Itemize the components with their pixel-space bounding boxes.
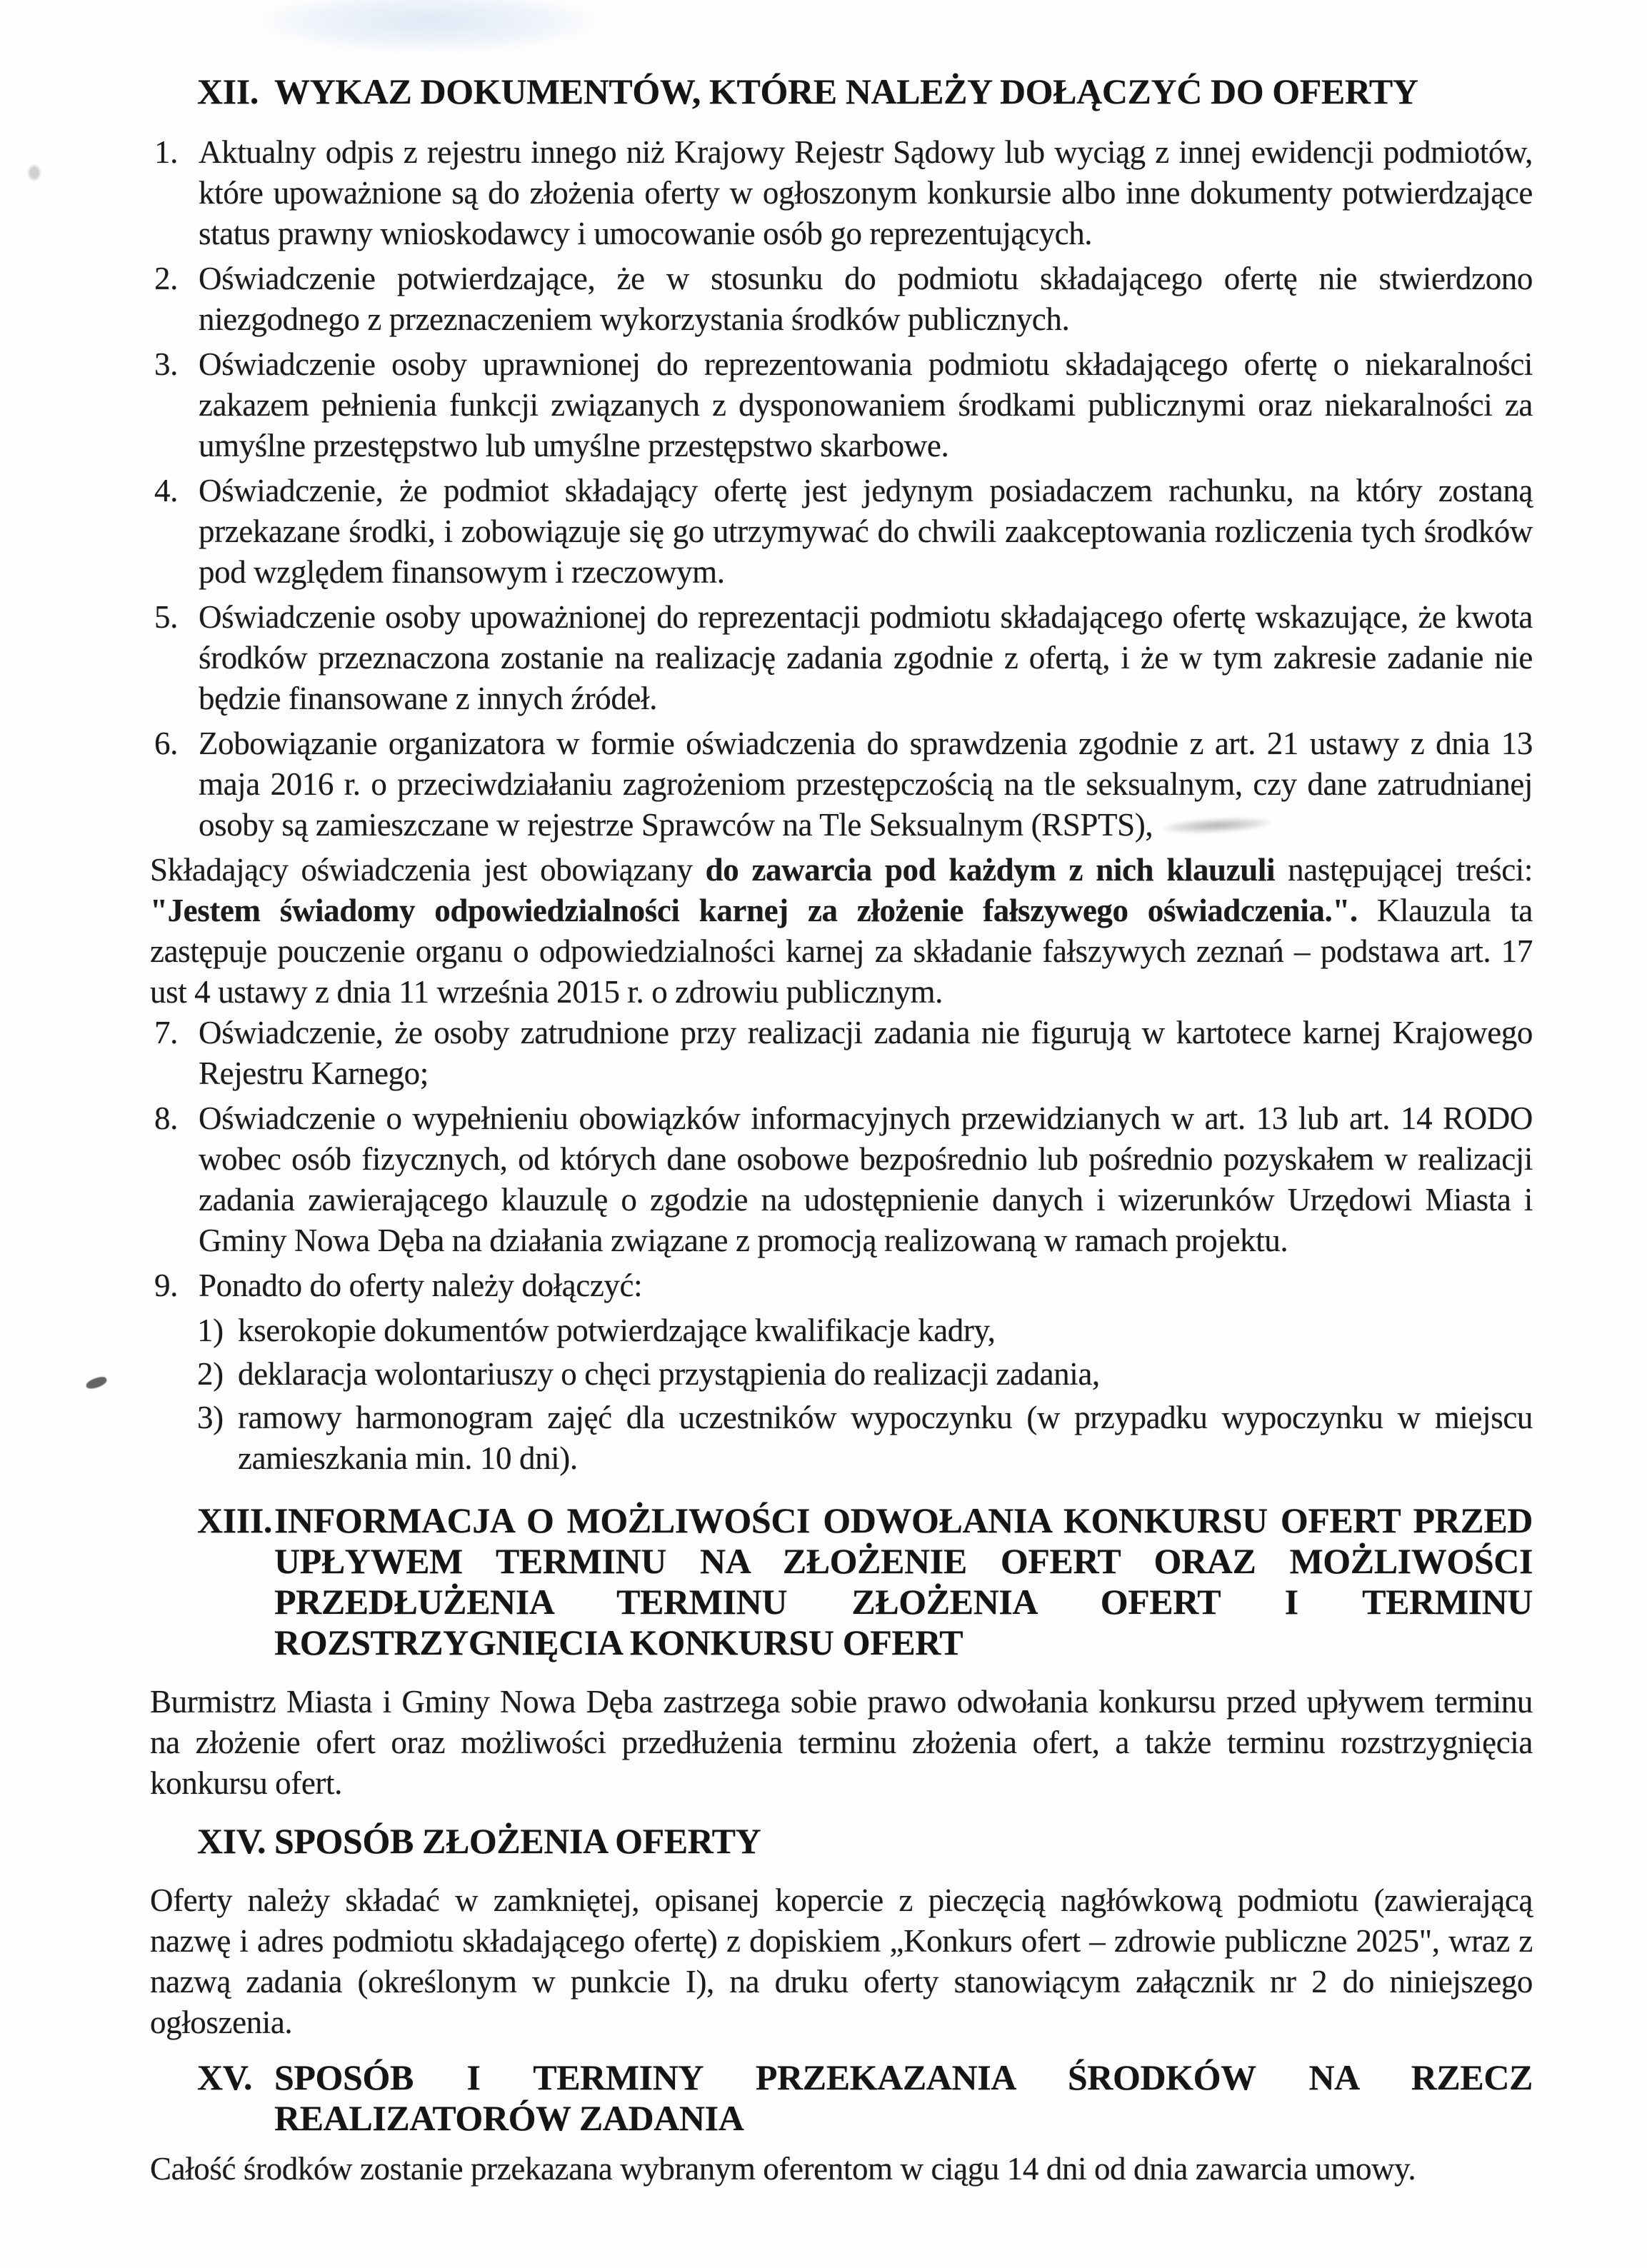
section-xiv-body: Oferty należy składać w zamkniętej, opisanej kopercie z pieczęcią nagłówkową podmiotu (zawierającą nazwę i adres podmiotu składającego ofertę) z dopiskiem „Konkurs ofert – zdrowie publiczne 2025", wraz z nazwą zadania (określonym w punkcie I), na druku oferty stanowiącym załącznik nr 2 do niniejszego ogłoszenia. [150,1882,1533,2040]
clause-bold-requirement: do zawarcia pod każdym z nich klauzuli [705,852,1276,888]
document-content [150,71,1533,2189]
section-title: SPOSÓB ZŁOŻENIA OFERTY [274,1821,761,1861]
section-xv-body: Całość środków zostanie przekazana wybranym oferentom w ciągu 14 dni od dnia zawarcia umowy. [150,2151,1416,2187]
clause-lead: Składający oświadczenia jest obowiązany [150,852,706,888]
section-title: WYKAZ DOKUMENTÓW, KTÓRE NALEŻY DOŁĄCZYĆ DO OFERTY [274,71,1418,111]
list-item-9 [150,1265,1533,1306]
list-marker: 5. [154,599,178,635]
section-number: XII. [197,71,259,111]
list-marker: 7. [154,1015,178,1050]
list-item-text: Ponadto do oferty należy dołączyć: [199,1268,643,1303]
clause-mid: następującej treści: [1275,852,1533,888]
list-item-text: Aktualny odpis z rejestru innego niż Krajowy Rejestr Sądowy lub wyciąg z innej ewidencji podmiotów, które upoważnione są do złożenia oferty w ogłoszonym konkursie albo inne dokumenty potwierdzające status prawny wnioskodawcy i umocowanie osób go reprezentujących. [199,134,1533,251]
penal-clause-paragraph [150,850,1533,1013]
sub-item-text: ramowy harmonogram zajęć dla uczestników wypoczynku (w przypadku wypoczynku w miejscu zamieszkania min. 10 dni). [238,1400,1533,1476]
list-marker: 2. [154,261,178,296]
sub-marker: 3) [197,1400,224,1435]
list-item-text: Oświadczenie, że osoby zatrudnione przy realizacji zadania nie figurują w kartotece karnej Krajowego Rejestru Karnego; [199,1015,1533,1091]
scan-smudge-top [257,0,600,53]
list-item-8 [150,1098,1533,1261]
list-marker: 1. [154,134,178,170]
scan-ink-speck-faint [29,166,40,180]
list-item-5 [150,597,1533,719]
section-title: INFORMACJA O MOŻLIWOŚCI ODWOŁANIA KONKURSU OFERT PRZED UPŁYWEM TERMINU NA ZŁOŻENIE OFERT ORAZ MOŻLIWOŚCI PRZEDŁUŻENIA TERMINU ZŁOŻENIA OFERT I TERMINU ROZSTRZYGNIĘCIA KONKURSU OFERT [274,1500,1533,1662]
scan-ink-speck [85,1375,109,1391]
sub-marker: 1) [197,1313,224,1348]
list-item-text: Oświadczenie osoby uprawnionej do reprezentowania podmiotu składającego ofertę o niekaralności zakazem pełnienia funkcji związanych z dysponowaniem środkami publicznymi oraz niekaralności za umyślne przestępstwo lub umyślne przestępstwo skarbowe. [199,346,1533,463]
list-item-text: Oświadczenie osoby upoważnionej do reprezentacji podmiotu składającego ofertę wskazujące, że kwota środków przeznaczona zostanie na realizację zadania zgodnie z ofertą, i że w tym zakresie zadanie nie będzie finansowane z innych źródeł. [199,599,1533,716]
numbered-list-7-9 [150,1013,1533,1306]
sub-item-3 [197,1398,1533,1479]
list-item-text: Zobowiązanie organizatora w formie oświadczenia do sprawdzenia zgodnie z art. 21 ustawy z dnia 13 maja 2016 r. o przeciwdziałaniu zagrożeniom przestępczością na tle seksualnym, czy dane zatrudnianej osoby są zamieszczane w rejestrze Sprawców na Tle Seksualnym (RSPTS), [199,726,1533,843]
section-heading-xv [197,2057,1533,2139]
list-item-2 [150,259,1533,340]
list-marker: 9. [154,1268,178,1303]
sub-item-2 [197,1354,1533,1395]
section-number: XV. [197,2057,253,2097]
list-item-text: Oświadczenie, że podmiot składający ofertę jest jedynym posiadaczem rachunku, na który zostaną przekazane środki, i zobowiązuje się go utrzymywać do chwili zaakceptowania rozliczenia tych środków pod względem finansowym i rzeczowym. [199,473,1533,590]
sub-item-text: deklaracja wolontariuszy o chęci przystąpienia do realizacji zadania, [238,1356,1100,1392]
sub-item-text: kserokopie dokumentów potwierdzające kwalifikacje kadry, [238,1313,996,1348]
section-number: XIII. [197,1500,272,1540]
list-item-text: Oświadczenie o wypełnieniu obowiązków informacyjnych przewidzianych w art. 13 lub art. 14 RODO wobec osób fizycznych, od których dane osobowe bezpośrednio lub pośrednio pozyskałem w realizacji zadania zawierającego klauzulę o zgodzie na udostępnienie danych i wizerunków Urzędowi Miasta i Gminy Nowa Dęba na działania związane z promocją realizowaną w ramach projektu. [199,1100,1533,1258]
list-item-4 [150,471,1533,593]
list-item-text: Oświadczenie potwierdzające, że w stosunku do podmiotu składającego ofertę nie stwierdzono niezgodnego z przeznaczeniem wykorzystania środków publicznych. [199,261,1533,337]
list-item-1 [150,132,1533,254]
clause-bold-statement: "Jestem świadomy odpowiedzialności karnej za złożenie fałszywego oświadczenia.". [150,893,1358,928]
sub-marker: 2) [197,1356,224,1392]
clause-tail: Klauzula ta zastępuje pouczenie organu o odpowiedzialności karnej za składanie fałszywych zeznań – podstawa art. 17 ust 4 ustawy z dnia 11 września 2015 r. o zdrowiu publicznym. [150,893,1533,1010]
list-item-6 [150,723,1533,846]
numbered-list-1-6 [150,132,1533,846]
section-number: XIV. [197,1821,266,1861]
list-marker: 6. [154,726,178,761]
list-marker: 3. [154,346,178,382]
section-xiii-body: Burmistrz Miasta i Gminy Nowa Dęba zastrzega sobie prawo odwołania konkursu przed upływem terminu na złożenie ofert oraz możliwości przedłużenia terminu złożenia ofert, a także terminu rozstrzygnięcia konkursu ofert. [150,1684,1533,1801]
list-item-7 [150,1013,1533,1094]
list-marker: 8. [154,1100,178,1136]
section-heading-xiv [197,1821,1533,1862]
section-title: SPOSÓB I TERMINY PRZEKAZANIA ŚRODKÓW NA RZECZ REALIZATORÓW ZADANIA [274,2057,1533,2138]
section-heading-xiii [197,1500,1533,1663]
list-item-3 [150,344,1533,466]
list-marker: 4. [154,473,178,508]
sub-item-1 [197,1310,1533,1351]
section-heading-xii [197,71,1533,112]
sub-list [150,1310,1533,1479]
